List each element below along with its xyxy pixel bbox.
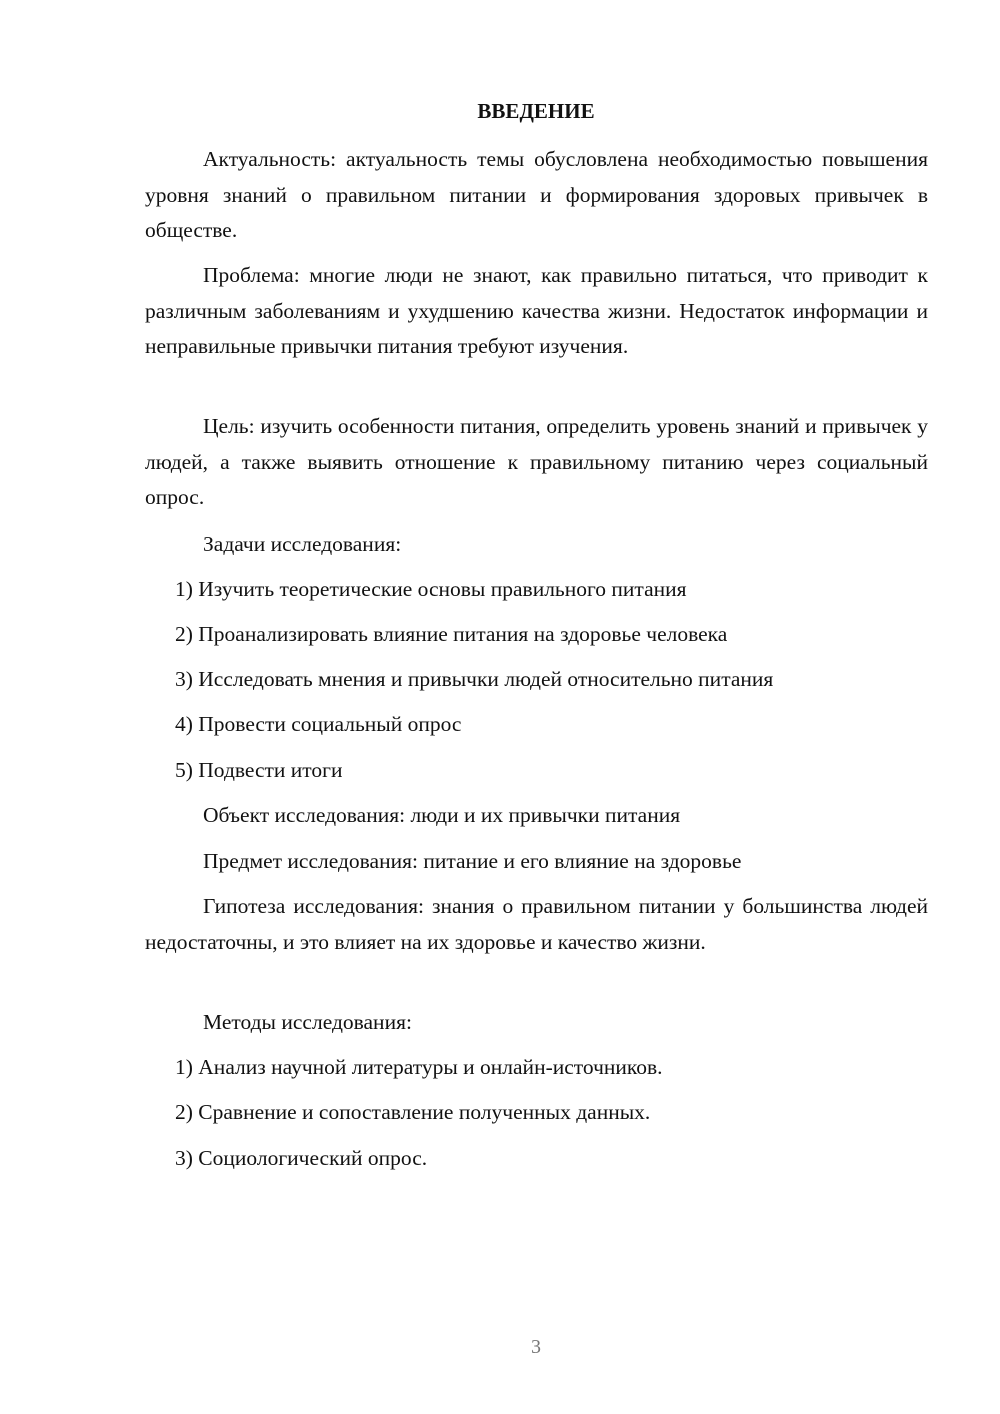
task-item: 1) Изучить теоретические основы правильного питания	[175, 577, 687, 601]
task-item: 3) Исследовать мнения и привычки людей относительно питания	[175, 667, 774, 691]
method-item: 2) Сравнение и сопоставление полученных данных.	[175, 1100, 651, 1124]
relevance-paragraph: Актуальность: актуальность темы обусловлена необходимостью повышения уровня знаний о правильном питании и формирования здоровых привычек в обществе.	[145, 147, 928, 242]
method-item: 3) Социологический опрос.	[175, 1146, 428, 1170]
method-item: 1) Анализ научной литературы и онлайн-источников.	[175, 1055, 663, 1079]
task-item: 5) Подвести итоги	[175, 758, 343, 782]
tasks-heading: Задачи исследования:	[203, 532, 402, 556]
problem-paragraph: Проблема: многие люди не знают, как правильно питаться, что приводит к различным заболеваниям и ухудшению качества жизни. Недостаток информации и неправильные привычки питания требуют изучения.	[145, 263, 928, 358]
research-object: Объект исследования: люди и их привычки питания	[203, 803, 681, 827]
task-item: 4) Провести социальный опрос	[175, 712, 462, 736]
methods-heading: Методы исследования:	[203, 1010, 412, 1034]
page-number: 3	[531, 1336, 541, 1358]
hypothesis-paragraph: Гипотеза исследования: знания о правильном питании у большинства людей недостаточны, и это влияет на их здоровье и качество жизни.	[145, 894, 928, 954]
research-subject: Предмет исследования: питание и его влияние на здоровье	[203, 849, 742, 873]
goal-paragraph: Цель: изучить особенности питания, определить уровень знаний и привычек у людей, а также выявить отношение к правильному питанию через социальный опрос.	[145, 414, 928, 509]
task-item: 2) Проанализировать влияние питания на здоровье человека	[175, 622, 728, 646]
page-title: ВВЕДЕНИЕ	[477, 99, 595, 123]
